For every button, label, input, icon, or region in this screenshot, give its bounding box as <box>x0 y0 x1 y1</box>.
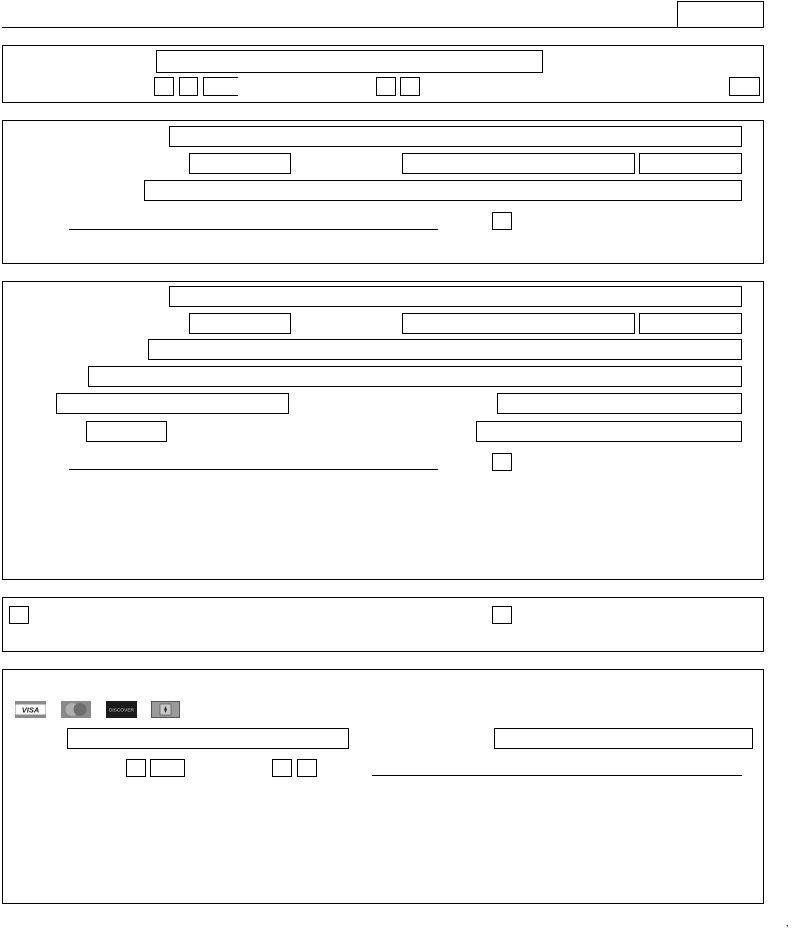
security-code-field-2[interactable] <box>297 759 317 777</box>
card-logo[interactable] <box>151 701 180 718</box>
section-2-address-field[interactable] <box>169 126 742 147</box>
discover-logo[interactable] <box>106 701 137 718</box>
card-number-field[interactable] <box>67 728 349 749</box>
section-3-state-field[interactable] <box>402 313 635 334</box>
section-3-fax-field[interactable] <box>497 393 742 414</box>
section-5-header <box>2 651 764 670</box>
edge-mark: , <box>786 918 789 928</box>
form-number-tab <box>677 1 764 27</box>
section-1-second-day-field[interactable] <box>400 77 420 96</box>
section-4-right-checkbox[interactable] <box>492 606 512 624</box>
section-3-extra-field[interactable] <box>86 421 167 442</box>
section-3-city-field[interactable] <box>189 313 291 334</box>
section-2-zip-field[interactable] <box>639 153 742 174</box>
section-3-phone-field[interactable] <box>56 393 289 414</box>
section-1-date-month-field[interactable] <box>154 77 174 96</box>
section-2-signature-line[interactable] <box>69 229 438 230</box>
section-1-header <box>2 27 764 46</box>
section-3-signature-line[interactable] <box>69 469 438 470</box>
section-2-checkbox[interactable] <box>492 212 512 230</box>
section-4-header <box>2 579 764 598</box>
section-2-state-field[interactable] <box>402 153 635 174</box>
cardholder-name-field[interactable] <box>494 728 753 749</box>
visa-logo[interactable] <box>15 701 46 718</box>
mastercard-logo[interactable] <box>61 701 91 718</box>
section-1-date-year-field[interactable] <box>203 77 238 96</box>
security-code-field-1[interactable] <box>272 759 292 777</box>
section-3-address-field[interactable] <box>169 286 742 307</box>
section-1-date-day-field[interactable] <box>179 77 198 96</box>
card-signature-line[interactable] <box>372 775 742 776</box>
expiration-year-field[interactable] <box>150 759 185 777</box>
discover-logo-text: DISCOVER <box>108 708 135 714</box>
visa-logo-text: VISA <box>21 705 40 715</box>
section-3-email-field[interactable] <box>88 366 742 387</box>
section-4-left-checkbox[interactable] <box>9 606 29 624</box>
section-2-header <box>2 102 764 121</box>
expiration-month-field[interactable] <box>126 759 146 777</box>
section-2-city-field[interactable] <box>189 153 291 174</box>
section-3-header <box>2 263 764 282</box>
section-1-second-month-field[interactable] <box>376 77 396 96</box>
section-3-zip-field[interactable] <box>639 313 742 334</box>
section-2-contact-field[interactable] <box>144 180 742 201</box>
section-1-name-field[interactable] <box>156 50 543 73</box>
section-1-right-field[interactable] <box>729 77 760 96</box>
section-3-contact-field[interactable] <box>148 339 742 360</box>
section-3-other-field[interactable] <box>476 421 742 442</box>
section-3-checkbox[interactable] <box>492 453 512 471</box>
